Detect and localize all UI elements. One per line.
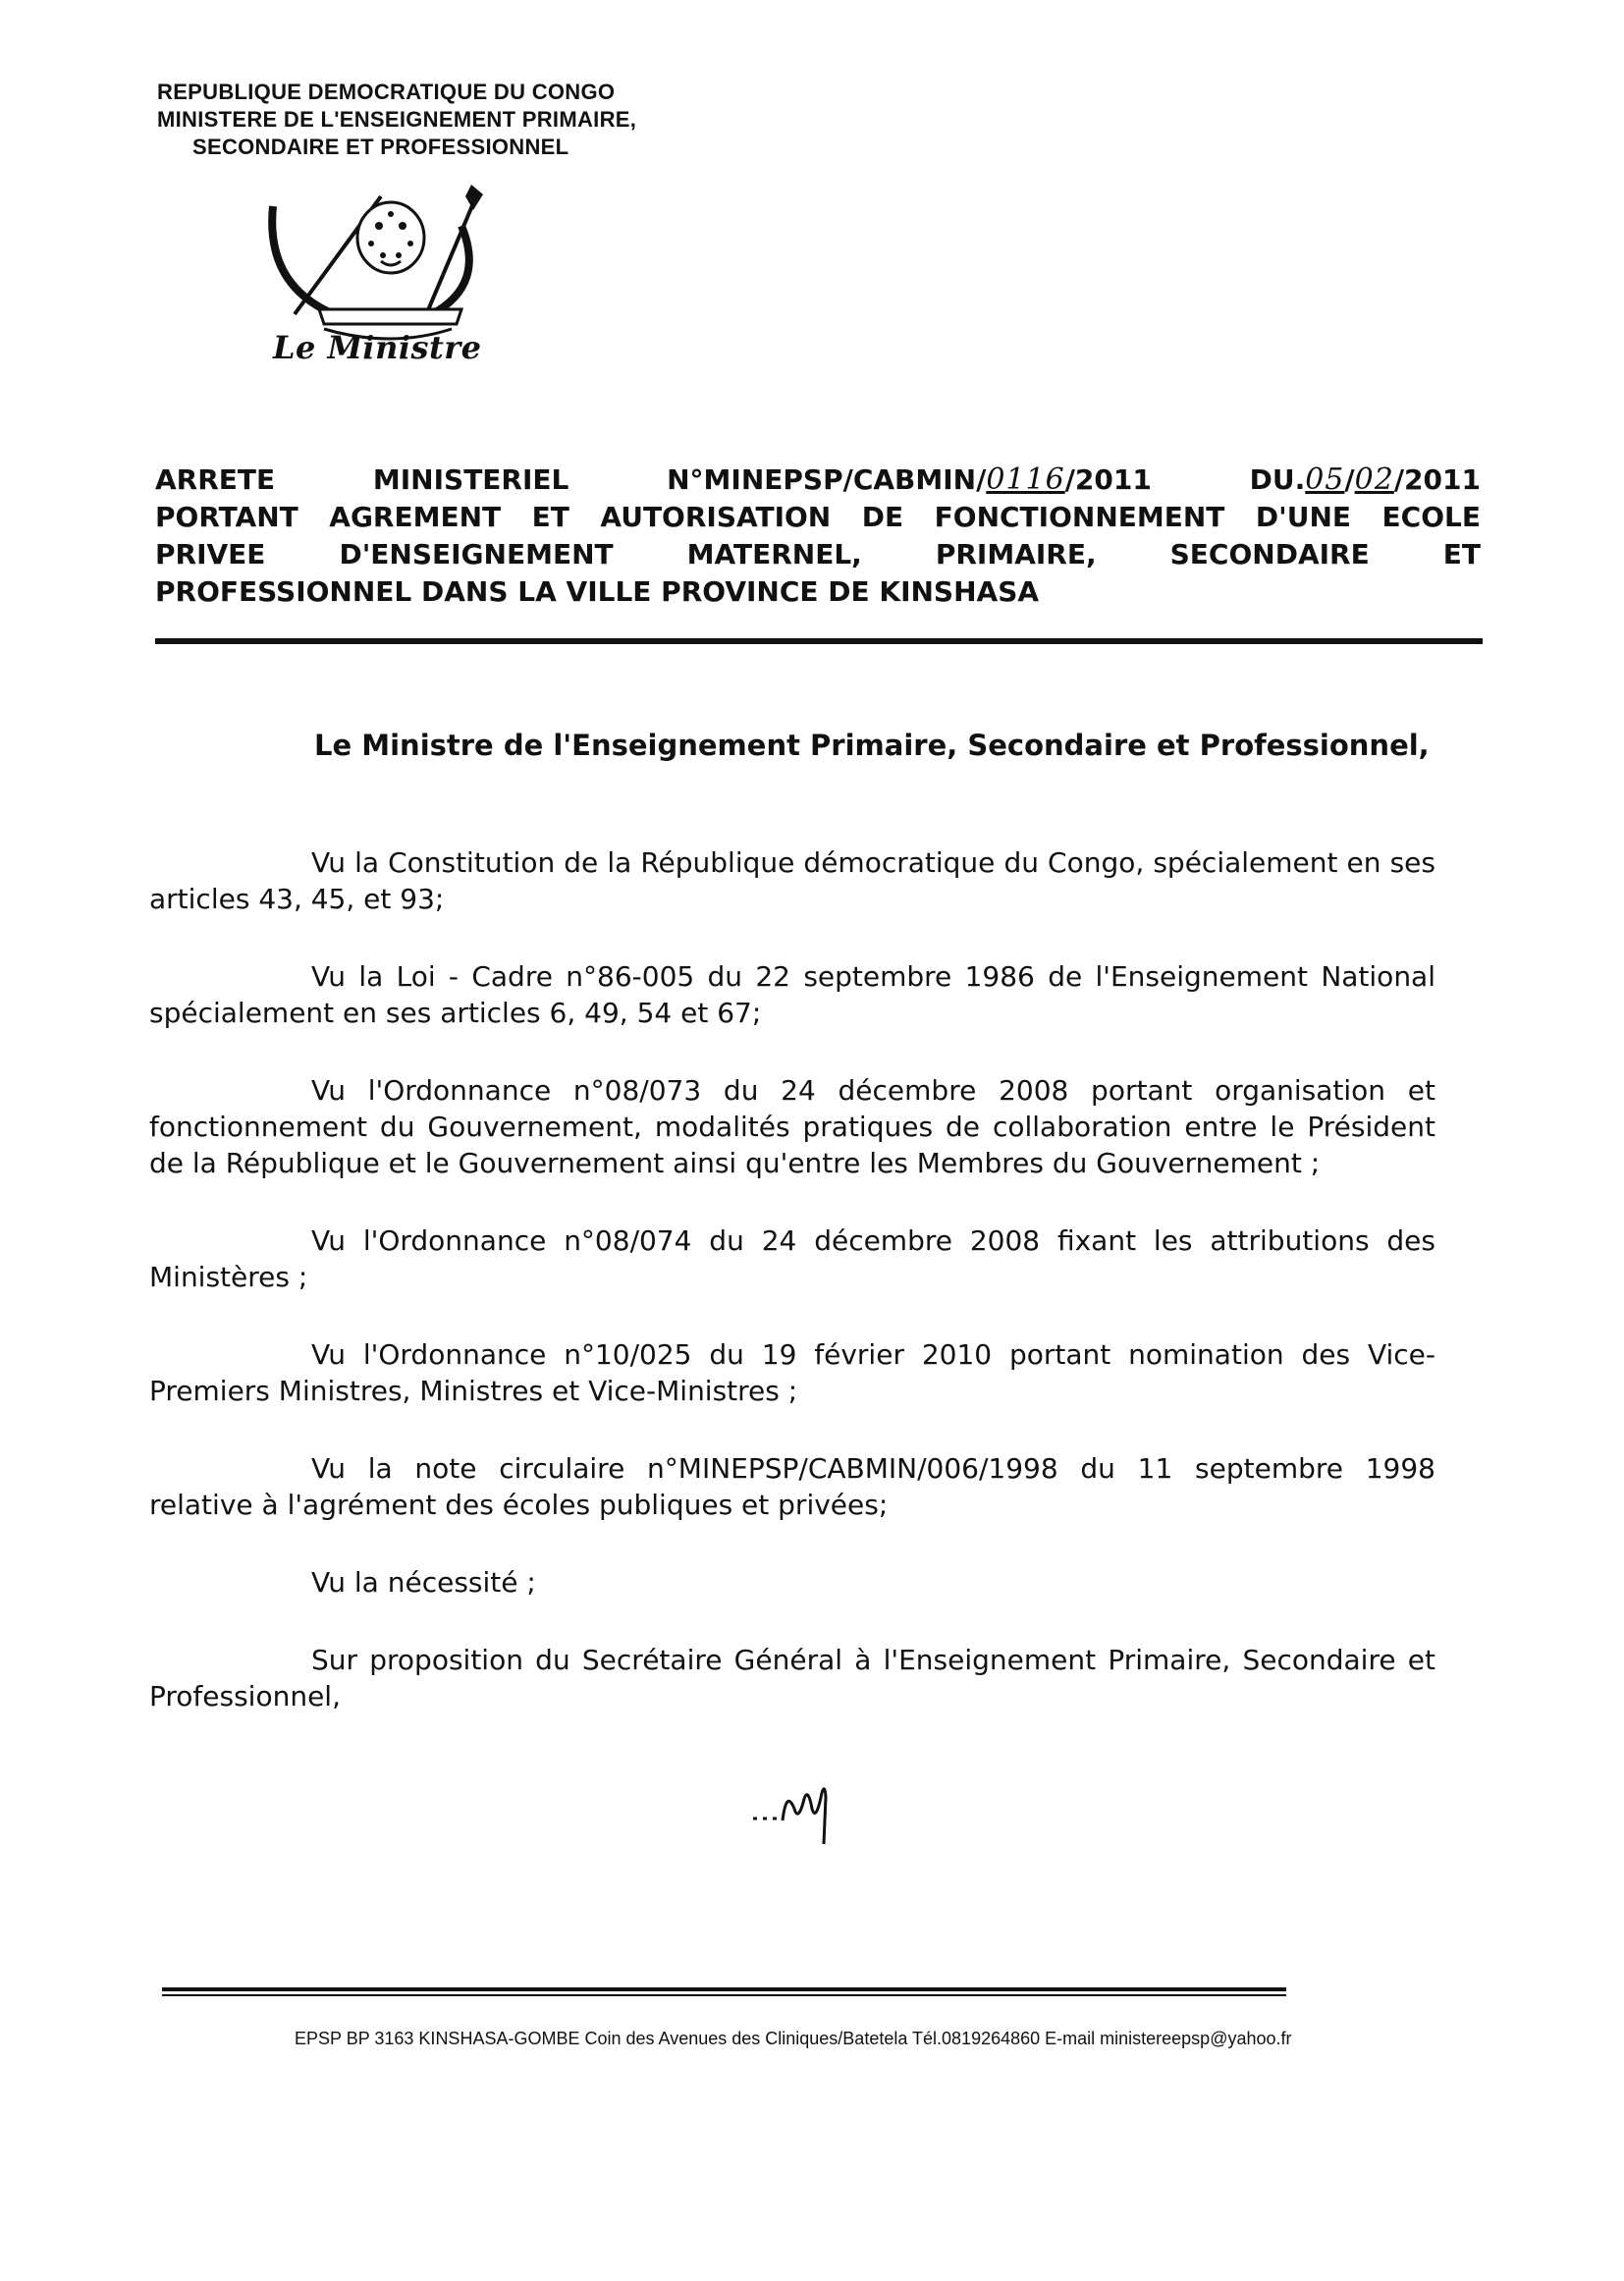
preamble-paragraph: Sur proposition du Secrétaire Général à l'Enseignement Primaire, Secondaire et Professionnel, <box>149 1644 1435 1712</box>
preamble-paragraph: Vu la note circulaire n°MINEPSP/CABMIN/006/1998 du 11 septembre 1998 relative à l'agrément des écoles publiques et privées; <box>149 1452 1435 1521</box>
footer-divider-thin <box>162 1994 1286 1996</box>
decree-title-line-1 <box>155 499 1481 536</box>
decree-word-2: MINISTERIEL <box>372 463 569 496</box>
preamble-paragraph: Vu l'Ordonnance n°10/025 du 19 février 2010 portant nomination des Vice-Premiers Ministres, Ministres et Vice-Ministres ; <box>149 1338 1435 1407</box>
decree-date: DU.05/02/2011 <box>1249 462 1481 497</box>
decree-year-1: /2011 <box>1064 463 1152 496</box>
footer-contact: EPSP BP 3163 KINSHASA-GOMBE Coin des Avenues des Cliniques/Batetela Tél.0819264860 E-mail ministereepsp@yahoo.fr <box>295 2029 1292 2048</box>
coat-of-arms-icon <box>265 167 491 344</box>
letterhead-line-1: REPUBLIQUE DEMOCRATIQUE DU CONGO <box>157 80 616 104</box>
letterhead-line-3: SECONDAIRE ET PROFESSIONNEL <box>192 135 569 159</box>
decree-year-2: /2011 <box>1393 463 1481 496</box>
decree-title-word: MATERNEL, <box>686 538 862 570</box>
signatory-title: Le Ministre <box>273 329 482 366</box>
decree-number-line <box>155 462 1481 499</box>
preamble-paragraph: Vu la Constitution de la République démocratique du Congo, spécialement en ses articles 43, 45, et 93; <box>149 846 1435 915</box>
handwritten-number: 0116 <box>986 462 1065 497</box>
handwritten-day: 05 <box>1305 462 1345 497</box>
decree-title-word: PRIMAIRE, <box>935 538 1097 570</box>
preamble <box>149 844 1435 1756</box>
preamble-paragraph: Vu l'Ordonnance n°08/074 du 24 décembre 2008 fixant les attributions des Ministères ; <box>149 1224 1435 1293</box>
minister-heading: Le Ministre de l'Enseignement Primaire, Secondaire et Professionnel, <box>314 729 1430 762</box>
title-divider <box>155 638 1483 644</box>
preamble-paragraph: Vu la Loi - Cadre n°86-005 du 22 septembre 1986 de l'Enseignement National spécialement en ses articles 6, 49, 54 et 67; <box>149 960 1435 1029</box>
footer-divider <box>162 1987 1286 1991</box>
decree-title-word: D'ENSEIGNEMENT <box>339 538 614 570</box>
decree-number <box>667 462 1152 499</box>
decree-title-line-2 <box>155 536 1481 573</box>
decree-title-line-1-text: PORTANT AGREMENT ET AUTORISATION DE FONCTIONNEMENT D'UNE ECOLE <box>155 501 1481 533</box>
decree-title-line-3: PROFESSIONNEL DANS LA VILLE PROVINCE DE KINSHASA <box>155 575 1040 608</box>
decree-word-1: ARRETE <box>155 463 276 496</box>
handwritten-month: 02 <box>1354 462 1394 497</box>
handwritten-initials <box>751 1779 859 1848</box>
decree-title-word: PRIVEE <box>155 538 266 570</box>
decree-title <box>155 462 1481 611</box>
decree-du: DU <box>1249 463 1295 496</box>
decree-title-word: SECONDAIRE <box>1169 538 1370 570</box>
decree-title-word: ET <box>1442 538 1481 570</box>
preamble-paragraph: Vu l'Ordonnance n°08/073 du 24 décembre 2008 portant organisation et fonctionnement du Gouvernement, modalités pratiques de collaboration entre le Président de la République et le Gouvernement ainsi qu'entre les Membres du Gouvernement ; <box>149 1074 1435 1179</box>
letterhead <box>157 79 636 161</box>
preamble-paragraph: Vu la nécessité ; <box>311 1566 536 1599</box>
decree-number-prefix: N°MINEPSP/CABMIN/ <box>667 463 987 496</box>
letterhead-line-2: MINISTERE DE L'ENSEIGNEMENT PRIMAIRE, <box>157 107 637 132</box>
